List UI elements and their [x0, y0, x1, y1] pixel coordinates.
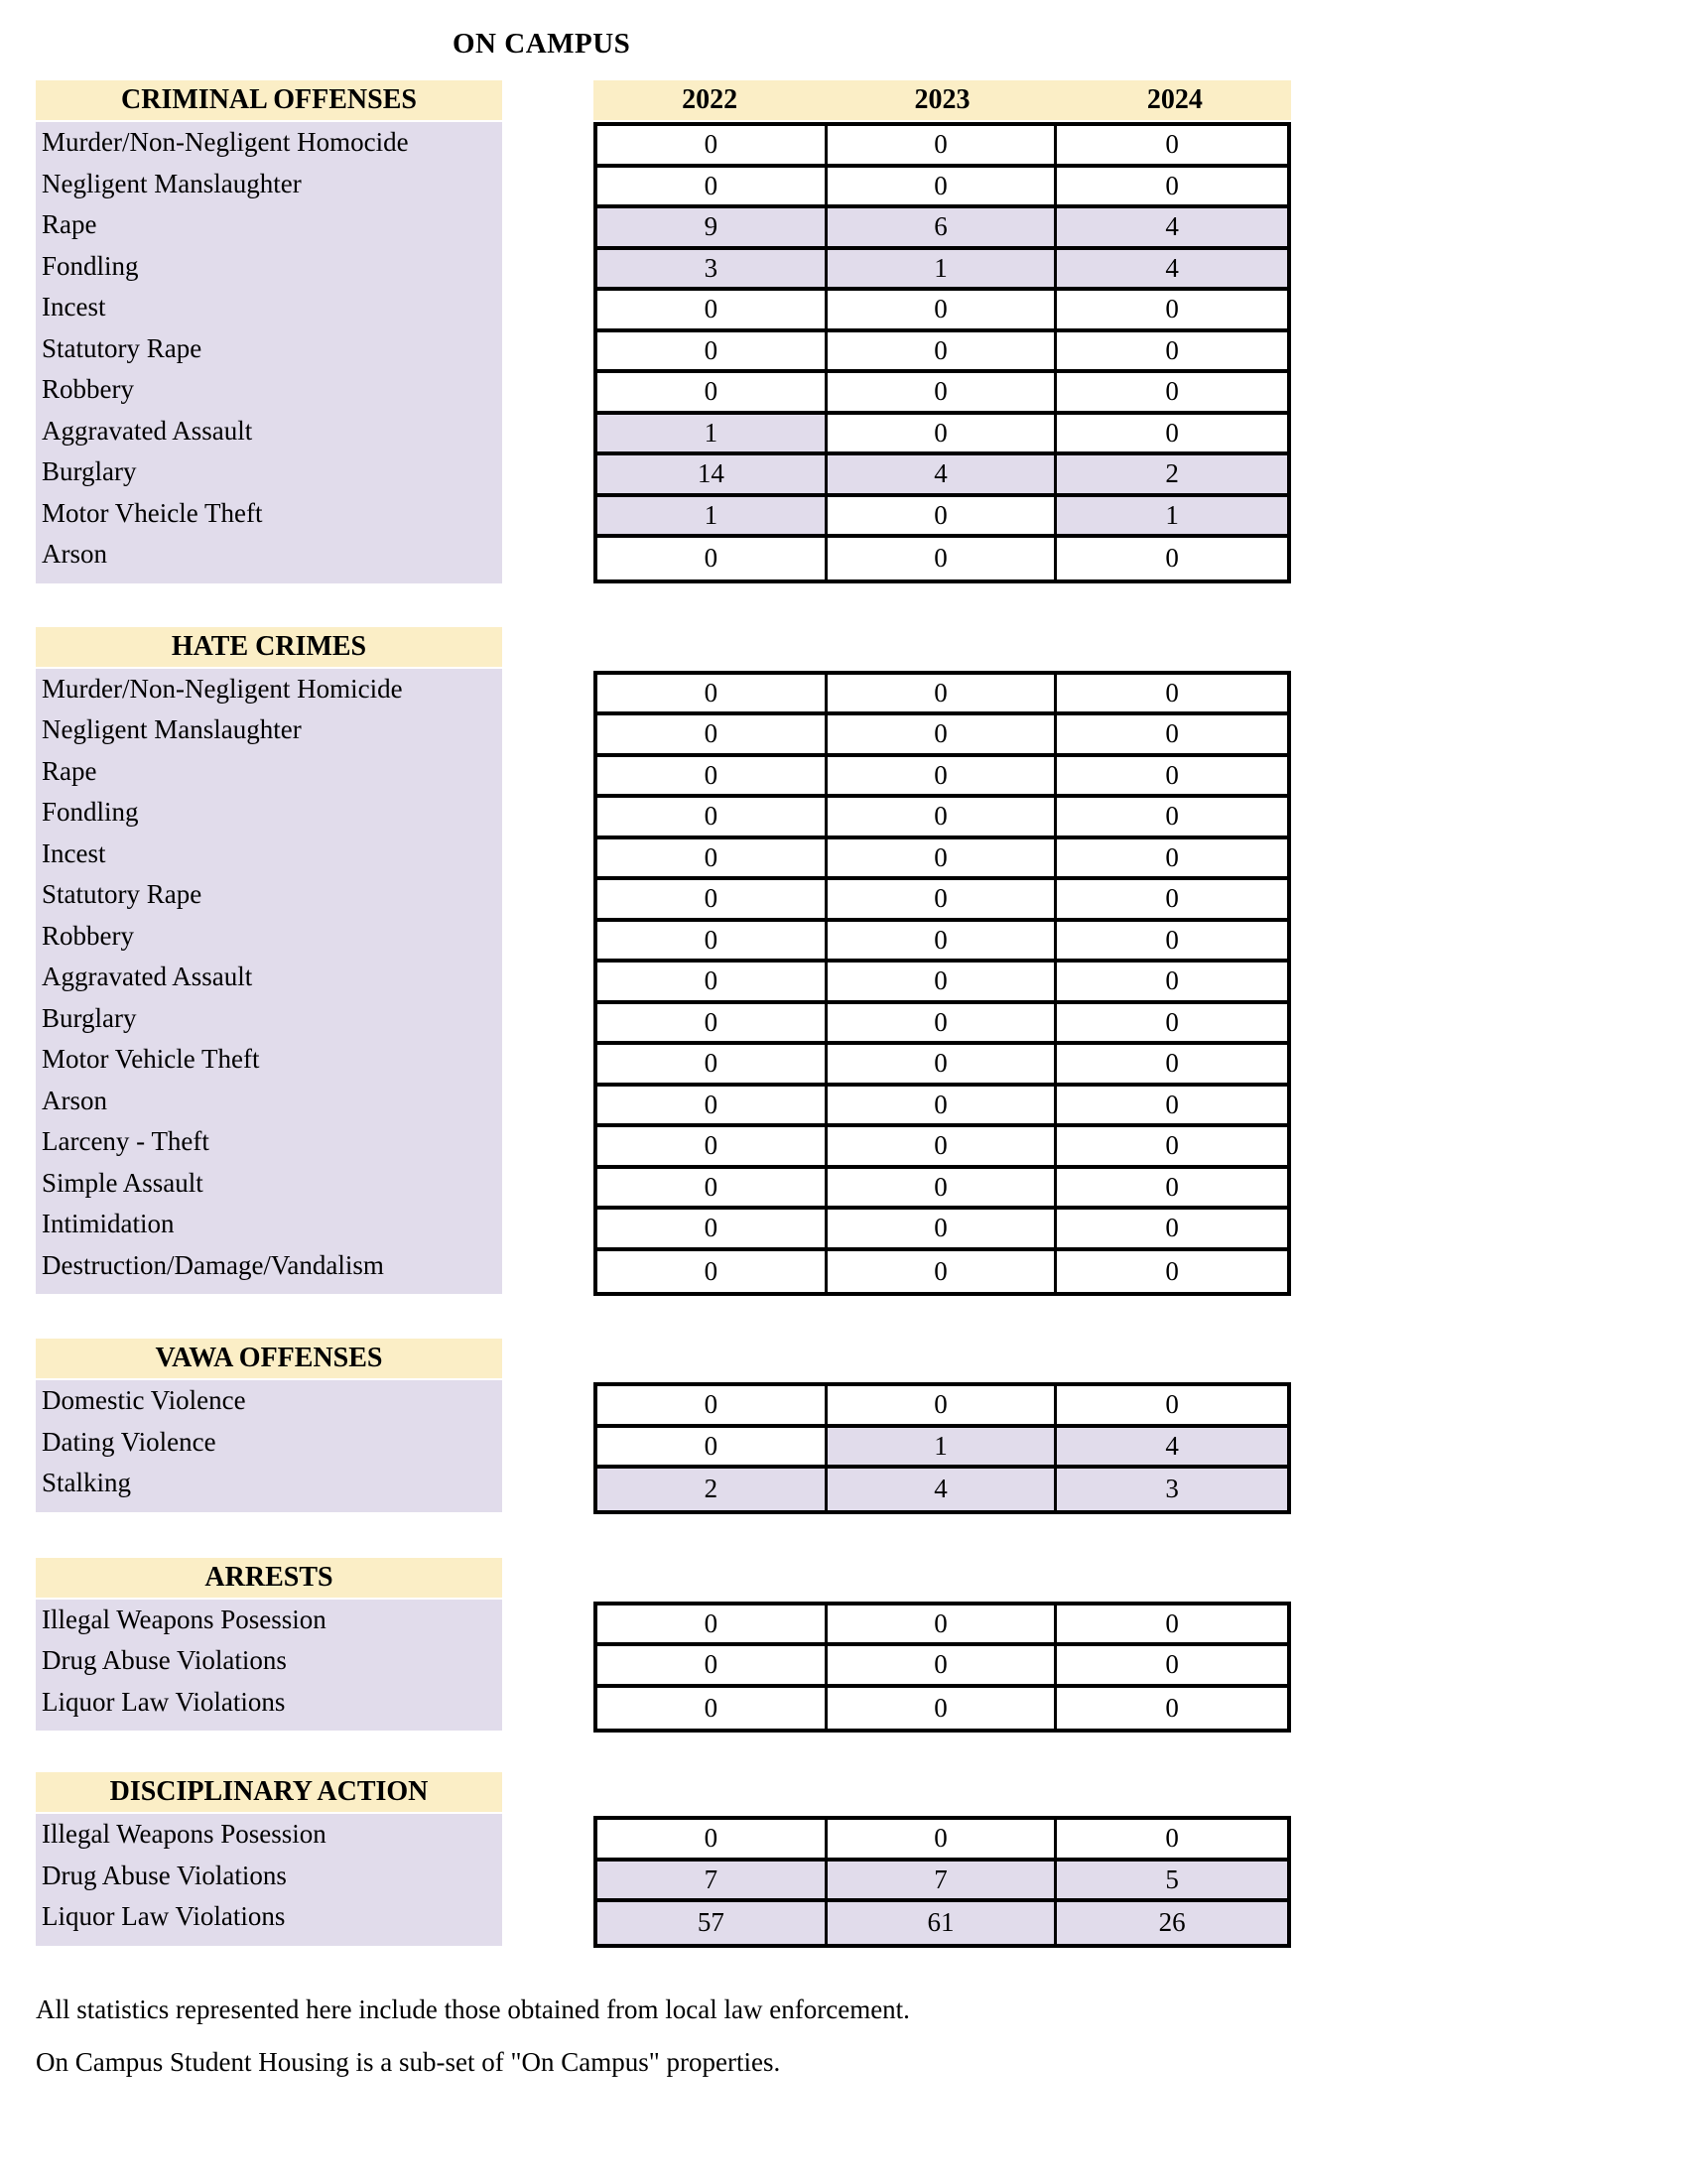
data-cell: 0 — [597, 538, 828, 579]
label-block — [36, 1600, 502, 1732]
data-cell: 2 — [1057, 455, 1287, 497]
data-cell: 0 — [597, 1127, 828, 1169]
data-cell: 0 — [597, 675, 828, 716]
data-cell: 0 — [828, 1169, 1058, 1211]
data-cell: 0 — [1057, 1169, 1287, 1211]
data-cell: 0 — [597, 1428, 828, 1470]
data-cell: 0 — [828, 168, 1058, 209]
data-cell: 0 — [597, 839, 828, 881]
data-cell: 0 — [1057, 839, 1287, 881]
data-cell: 0 — [828, 538, 1058, 579]
data-cell: 0 — [1057, 1087, 1287, 1128]
data-cell: 0 — [828, 291, 1058, 332]
label-column — [36, 627, 502, 1297]
row-label: Fondling — [42, 250, 139, 281]
data-cell: 0 — [597, 963, 828, 1004]
row-label: Simple Assault — [42, 1167, 203, 1198]
section-header: ARRESTS — [36, 1558, 502, 1598]
header-spacer — [593, 1558, 1291, 1600]
data-cell: 0 — [828, 1688, 1058, 1730]
data-cell: 0 — [1057, 1820, 1287, 1862]
data-cell: 1 — [597, 415, 828, 456]
data-cell: 0 — [1057, 963, 1287, 1004]
data-cell: 0 — [1057, 1688, 1287, 1730]
data-cell: 0 — [828, 1127, 1058, 1169]
header-spacer — [593, 1339, 1291, 1380]
data-cell: 0 — [597, 1646, 828, 1688]
label-column — [36, 1558, 502, 1734]
row-label: Statutory Rape — [42, 332, 202, 363]
data-cell: 0 — [597, 1210, 828, 1251]
data-grid — [593, 671, 1291, 1297]
data-cell: 0 — [1057, 715, 1287, 757]
row-label: Incest — [42, 292, 106, 322]
data-cell: 0 — [828, 880, 1058, 922]
data-cell: 0 — [1057, 1386, 1287, 1428]
data-cell: 0 — [1057, 1251, 1287, 1293]
data-cell: 0 — [1057, 1646, 1287, 1688]
data-cell: 0 — [1057, 757, 1287, 799]
data-cell: 9 — [597, 208, 828, 250]
row-label: Stalking — [42, 1468, 132, 1498]
data-cell: 0 — [597, 1688, 828, 1730]
row-label: Illegal Weapons Posession — [42, 1604, 326, 1634]
row-label: Aggravated Assault — [42, 415, 253, 446]
data-cell: 4 — [828, 455, 1058, 497]
section-header: VAWA OFFENSES — [36, 1339, 502, 1378]
data-cell: 0 — [597, 757, 828, 799]
data-cell: 0 — [1057, 415, 1287, 456]
data-cell: 0 — [828, 963, 1058, 1004]
data-cell: 0 — [828, 839, 1058, 881]
data-grid — [593, 1602, 1291, 1734]
row-label: Illegal Weapons Posession — [42, 1819, 326, 1850]
data-cell: 2 — [597, 1469, 828, 1510]
label-block — [36, 669, 502, 1295]
row-label: Liquor Law Violations — [42, 1686, 286, 1717]
row-label: Drug Abuse Violations — [42, 1645, 287, 1676]
data-cell: 4 — [828, 1469, 1058, 1510]
label-block — [36, 122, 502, 583]
row-label: Burglary — [42, 456, 137, 487]
label-column — [36, 1339, 502, 1514]
row-label: Burglary — [42, 1002, 137, 1033]
row-label: Dating Violence — [42, 1426, 216, 1457]
data-grid — [593, 1816, 1291, 1948]
data-cell: 6 — [828, 208, 1058, 250]
data-cell: 3 — [1057, 1469, 1287, 1510]
year-header: 2024 — [1146, 84, 1203, 115]
data-cell: 0 — [828, 715, 1058, 757]
data-cell: 0 — [1057, 1606, 1287, 1647]
data-cell: 0 — [828, 1820, 1058, 1862]
data-cell: 7 — [828, 1862, 1058, 1903]
row-label: Rape — [42, 755, 97, 786]
data-cell: 0 — [1057, 922, 1287, 964]
data-cell: 0 — [597, 1820, 828, 1862]
year-header: 2023 — [914, 84, 971, 115]
label-block — [36, 1814, 502, 1946]
label-column — [36, 80, 502, 583]
data-cell: 0 — [828, 1045, 1058, 1087]
data-cell: 4 — [1057, 1428, 1287, 1470]
data-cell: 0 — [828, 1087, 1058, 1128]
row-label: Negligent Manslaughter — [42, 168, 302, 198]
data-cell: 5 — [1057, 1862, 1287, 1903]
data-cell: 7 — [597, 1862, 828, 1903]
data-cell: 0 — [1057, 1127, 1287, 1169]
header-spacer — [593, 1772, 1291, 1814]
data-cell: 0 — [828, 922, 1058, 964]
data-cell: 0 — [597, 798, 828, 839]
data-cell: 61 — [828, 1902, 1058, 1944]
data-cell: 4 — [1057, 208, 1287, 250]
sections-container — [36, 80, 1688, 1948]
data-cell: 0 — [828, 1210, 1058, 1251]
data-cell: 0 — [828, 332, 1058, 374]
row-label: Arson — [42, 539, 107, 570]
row-label: Aggravated Assault — [42, 962, 253, 992]
section-header: HATE CRIMES — [36, 627, 502, 667]
data-cell: 57 — [597, 1902, 828, 1944]
section-arrests — [36, 1558, 1688, 1734]
data-cell: 0 — [597, 1169, 828, 1211]
data-cell: 0 — [597, 1606, 828, 1647]
data-cell: 0 — [1057, 675, 1287, 716]
data-cell: 0 — [1057, 798, 1287, 839]
data-cell: 0 — [828, 757, 1058, 799]
data-cell: 0 — [828, 1646, 1058, 1688]
data-cell: 0 — [1057, 1004, 1287, 1046]
row-label: Robbery — [42, 374, 134, 405]
data-cell: 0 — [597, 373, 828, 415]
data-cell: 0 — [1057, 168, 1287, 209]
data-column — [593, 1558, 1291, 1734]
data-column — [593, 1772, 1291, 1948]
data-cell: 0 — [1057, 880, 1287, 922]
data-column — [593, 627, 1291, 1297]
row-label: Drug Abuse Violations — [42, 1860, 287, 1890]
row-label: Rape — [42, 209, 97, 240]
data-column — [593, 1339, 1291, 1514]
data-cell: 0 — [597, 922, 828, 964]
data-cell: 0 — [597, 1004, 828, 1046]
data-cell: 0 — [828, 1251, 1058, 1293]
data-cell: 0 — [828, 126, 1058, 168]
data-cell: 0 — [828, 1606, 1058, 1647]
row-label: Murder/Non-Negligent Homocide — [42, 127, 409, 158]
section-disciplinary-action — [36, 1772, 1688, 1948]
data-cell: 0 — [597, 880, 828, 922]
row-label: Murder/Non-Negligent Homicide — [42, 673, 403, 704]
row-label: Fondling — [42, 797, 139, 828]
data-cell: 0 — [828, 675, 1058, 716]
data-cell: 0 — [597, 1251, 828, 1293]
label-block — [36, 1380, 502, 1512]
row-label: Destruction/Damage/Vandalism — [42, 1249, 384, 1280]
section-header: CRIMINAL OFFENSES — [36, 80, 502, 120]
data-cell: 0 — [597, 715, 828, 757]
row-label: Motor Vheicle Theft — [42, 497, 263, 528]
row-label: Larceny - Theft — [42, 1126, 209, 1157]
row-label: Domestic Violence — [42, 1385, 246, 1416]
row-label: Liquor Law Violations — [42, 1901, 286, 1932]
year-header-row — [593, 80, 1291, 120]
data-cell: 14 — [597, 455, 828, 497]
header-spacer — [593, 627, 1291, 669]
data-cell: 1 — [1057, 497, 1287, 539]
data-cell: 26 — [1057, 1902, 1287, 1944]
section-vawa-offenses — [36, 1339, 1688, 1514]
data-cell: 0 — [828, 1004, 1058, 1046]
row-label: Intimidation — [42, 1209, 175, 1239]
row-label: Negligent Manslaughter — [42, 714, 302, 745]
row-label: Robbery — [42, 920, 134, 951]
data-cell: 0 — [597, 1045, 828, 1087]
data-cell: 0 — [1057, 373, 1287, 415]
data-grid — [593, 122, 1291, 583]
data-cell: 0 — [1057, 1210, 1287, 1251]
data-cell: 1 — [597, 497, 828, 539]
data-cell: 3 — [597, 250, 828, 292]
data-cell: 0 — [597, 1386, 828, 1428]
data-cell: 0 — [597, 1087, 828, 1128]
section-header: DISCIPLINARY ACTION — [36, 1772, 502, 1812]
page-title: ON CAMPUS — [453, 28, 631, 60]
year-header: 2022 — [682, 84, 738, 115]
data-cell: 0 — [1057, 291, 1287, 332]
data-cell: 0 — [597, 332, 828, 374]
data-cell: 0 — [828, 497, 1058, 539]
footnotes — [36, 1984, 1688, 2089]
data-cell: 0 — [828, 373, 1058, 415]
data-cell: 0 — [1057, 126, 1287, 168]
data-cell: 0 — [1057, 1045, 1287, 1087]
data-cell: 4 — [1057, 250, 1287, 292]
footnote: On Campus Student Housing is a sub-set of "On Campus" properties. — [36, 2046, 781, 2077]
row-label: Motor Vehicle Theft — [42, 1044, 260, 1075]
data-cell: 1 — [828, 1428, 1058, 1470]
data-cell: 0 — [828, 415, 1058, 456]
section-hate-crimes — [36, 627, 1688, 1297]
data-cell: 0 — [828, 1386, 1058, 1428]
data-column — [593, 80, 1291, 583]
footnote: All statistics represented here include those obtained from local law enforcement. — [36, 1993, 910, 2024]
data-cell: 1 — [828, 250, 1058, 292]
section-criminal-offenses — [36, 80, 1688, 583]
row-label: Statutory Rape — [42, 879, 202, 910]
label-column — [36, 1772, 502, 1948]
data-cell: 0 — [597, 126, 828, 168]
row-label: Incest — [42, 837, 106, 868]
row-label: Arson — [42, 1085, 107, 1115]
data-grid — [593, 1382, 1291, 1514]
data-cell: 0 — [828, 798, 1058, 839]
data-cell: 0 — [597, 291, 828, 332]
data-cell: 0 — [1057, 332, 1287, 374]
data-cell: 0 — [597, 168, 828, 209]
data-cell: 0 — [1057, 538, 1287, 579]
